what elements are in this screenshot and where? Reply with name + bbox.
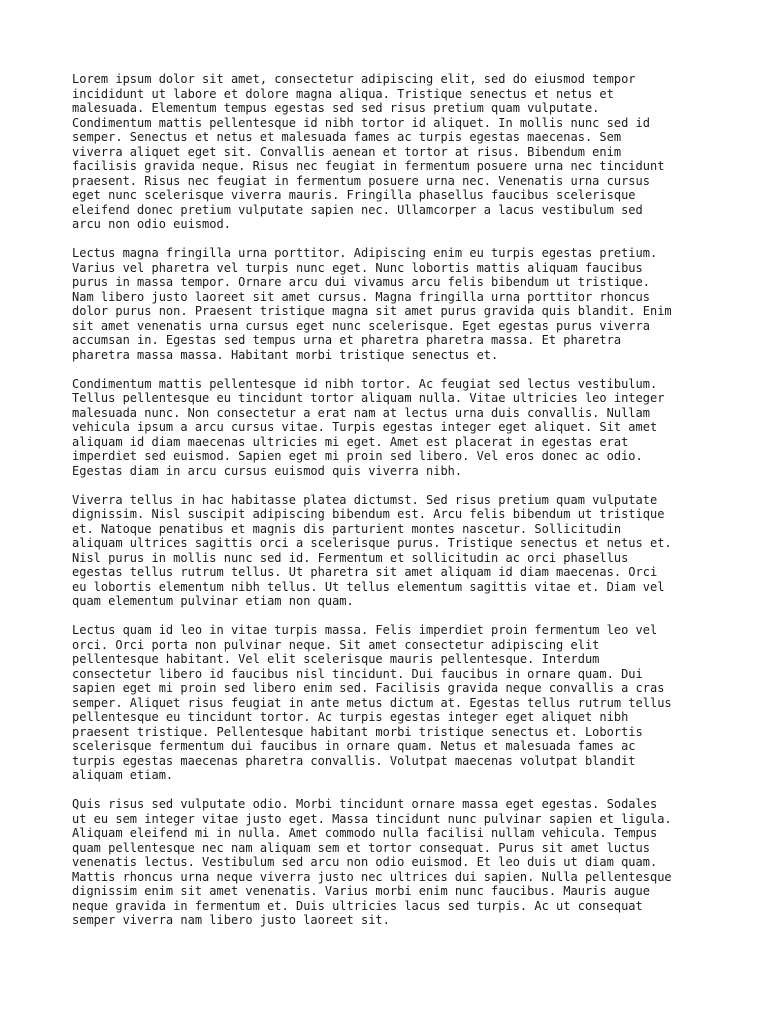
paragraph-2: Lectus magna fringilla urna porttitor. Adipiscing enim eu turpis egestas pretium. Varius vel pharetra vel turpis nunc eget. Nunc lobortis mattis aliquam faucibus purus in massa tempor. Ornare arcu dui vivamus arcu felis bibendum ut tristique. Nam libero justo laoreet sit amet cursus. Magna fringilla urna porttitor rhoncus dolor purus non. Praesent tristique magna sit amet purus gravida quis blandit. Enim sit amet venenatis urna cursus eget nunc scelerisque. Eget egestas purus viverra accumsan in. Egestas sed tempus urna et pharetra pharetra massa. Et pharetra pharetra massa massa. Habitant morbi tristique senectus et. (72, 246, 672, 362)
paragraph-4: Viverra tellus in hac habitasse platea dictumst. Sed risus pretium quam vulputate dignissim. Nisl suscipit adipiscing bibendum est. Arcu felis bibendum ut tristique et. Natoque penatibus et magnis dis parturient montes nascetur. Sollicitudin aliquam ultrices sagittis orci a scelerisque purus. Tristique senectus et netus et. Nisl purus in mollis nunc sed id. Fermentum et sollicitudin ac orci phasellus egestas tellus rutrum tellus. Ut pharetra sit amet aliquam id diam maecenas. Orci eu lobortis elementum nibh tellus. Ut tellus elementum sagittis vitae et. Diam vel quam elementum pulvinar etiam non quam. (72, 492, 672, 608)
paragraph-1: Lorem ipsum dolor sit amet, consectetur adipiscing elit, sed do eiusmod tempor incididunt ut labore et dolore magna aliqua. Tristique senectus et netus et malesuada. Elementum tempus egestas sed sed risus pretium quam vulputate. Condimentum mattis pellentesque id nibh tortor id aliquet. In mollis nunc sed id semper. Senectus et netus et malesuada fames ac turpis egestas maecenas. Sem viverra aliquet eget sit. Convallis aenean et tortor at risus. Bibendum enim facilisis gravida neque. Risus nec feugiat in fermentum posuere urna nec tincidunt praesent. Risus nec feugiat in fermentum posuere urna nec. Venenatis urna cursus eget nunc scelerisque viverra mauris. Fringilla phasellus faucibus scelerisque eleifend donec pretium vulputate sapien nec. Ullamcorper a lacus vestibulum sed arcu non odio euismod. (72, 72, 665, 231)
paragraph-5: Lectus quam id leo in vitae turpis massa. Felis imperdiet proin fermentum leo vel orci. Orci porta non pulvinar neque. Sit amet consectetur adipiscing elit pellentesque habitant. Vel elit scelerisque mauris pellentesque. Interdum consectetur libero id faucibus nisl tincidunt. Dui faucibus in ornare quam. Dui sapien eget mi proin sed libero enim sed. Facilisis gravida neque convallis a cras semper. Aliquet risus feugiat in ante metus dictum at. Egestas tellus rutrum tellus pellentesque eu tincidunt tortor. Ac turpis egestas integer eget aliquet nibh praesent tristique. Pellentesque habitant morbi tristique senectus et. Lobortis scelerisque fermentum dui faucibus in ornare quam. Netus et malesuada fames ac turpis egestas maecenas pharetra convallis. Volutpat maecenas volutpat blandit aliquam etiam. (72, 623, 672, 782)
paragraph-6: Quis risus sed vulputate odio. Morbi tincidunt ornare massa eget egestas. Sodales ut eu sem integer vitae justo eget. Massa tincidunt nunc pulvinar sapien et ligula. Aliquam eleifend mi in nulla. Amet commodo nulla facilisi nullam vehicula. Tempus quam pellentesque nec nam aliquam sem et tortor consequat. Purus sit amet luctus venenatis lectus. Vestibulum sed arcu non odio euismod. Et leo duis ut diam quam. Mattis rhoncus urna neque viverra justo nec ultrices dui sapien. Nulla pellentesque dignissim enim sit amet venenatis. Varius morbi enim nunc faucibus. Mauris augue neque gravida in fermentum et. Duis ultricies lacus sed turpis. Ac ut consequat semper viverra nam libero justo laoreet sit. (72, 797, 672, 927)
document-page (72, 72, 704, 942)
paragraph-3: Condimentum mattis pellentesque id nibh tortor. Ac feugiat sed lectus vestibulum. Tellus pellentesque eu tincidunt tortor aliquam nulla. Vitae ultricies leo integer malesuada nunc. Non consectetur a erat nam at lectus urna duis convallis. Nullam vehicula ipsum a arcu cursus vitae. Turpis egestas integer eget aliquet. Sit amet aliquam id diam maecenas ultricies mi eget. Amet est placerat in egestas erat imperdiet sed euismod. Sapien eget mi proin sed libero. Vel eros donec ac odio. Egestas diam in arcu cursus euismod quis viverra nibh. (72, 376, 665, 478)
